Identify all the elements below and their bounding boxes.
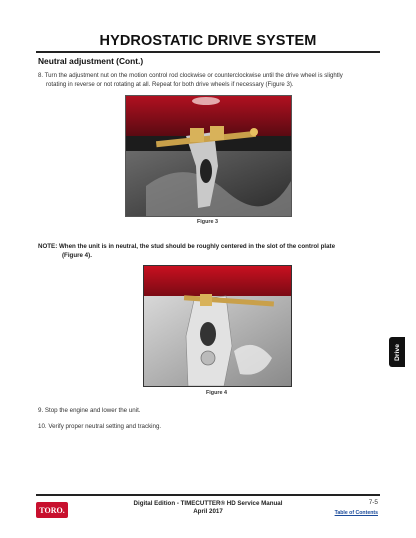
figure-3-caption: Figure 3 — [197, 219, 218, 225]
footer-manual-title: Digital Edition - TIMECUTTER® HD Service Manual — [133, 500, 283, 507]
step-8-line-2: rotating in reverse or not rotating at all. Repeat for both drive wheels if necessary (Figure 3). — [46, 80, 294, 88]
page-title: HYDROSTATIC DRIVE SYSTEM — [99, 33, 317, 49]
page-number: 7-5 — [368, 499, 378, 506]
title-divider — [36, 51, 380, 53]
note — [38, 243, 378, 260]
step-10: 10. Verify proper neutral setting and tracking. — [38, 423, 162, 430]
step-8-line-1: 8. Turn the adjustment nut on the motion control rod clockwise or counterclockwise until the drive wheel is slightly — [38, 72, 343, 79]
step-8 — [38, 72, 378, 89]
figure-4-caption: Figure 4 — [206, 390, 227, 396]
section-tab-drive[interactable] — [389, 337, 405, 367]
logo-wordmark: TORO. — [39, 506, 65, 515]
note-line-1: NOTE: When the unit is in neutral, the stud should be roughly centered in the slot of the control plate — [38, 243, 336, 250]
footer-divider — [36, 494, 380, 496]
figure-4-photo — [143, 265, 292, 387]
toro-logo — [36, 502, 68, 518]
footer-manual-info — [110, 500, 306, 516]
section-heading: Neutral adjustment (Cont.) — [38, 56, 144, 66]
figure-3-photo — [125, 95, 292, 217]
footer-date: April 2017 — [193, 508, 223, 515]
note-line-2: (Figure 4). — [62, 251, 92, 259]
table-of-contents-link[interactable]: Table of Contents — [334, 510, 378, 516]
section-tab-label: Drive — [393, 343, 401, 361]
step-9: 9. Stop the engine and lower the unit. — [38, 407, 141, 414]
